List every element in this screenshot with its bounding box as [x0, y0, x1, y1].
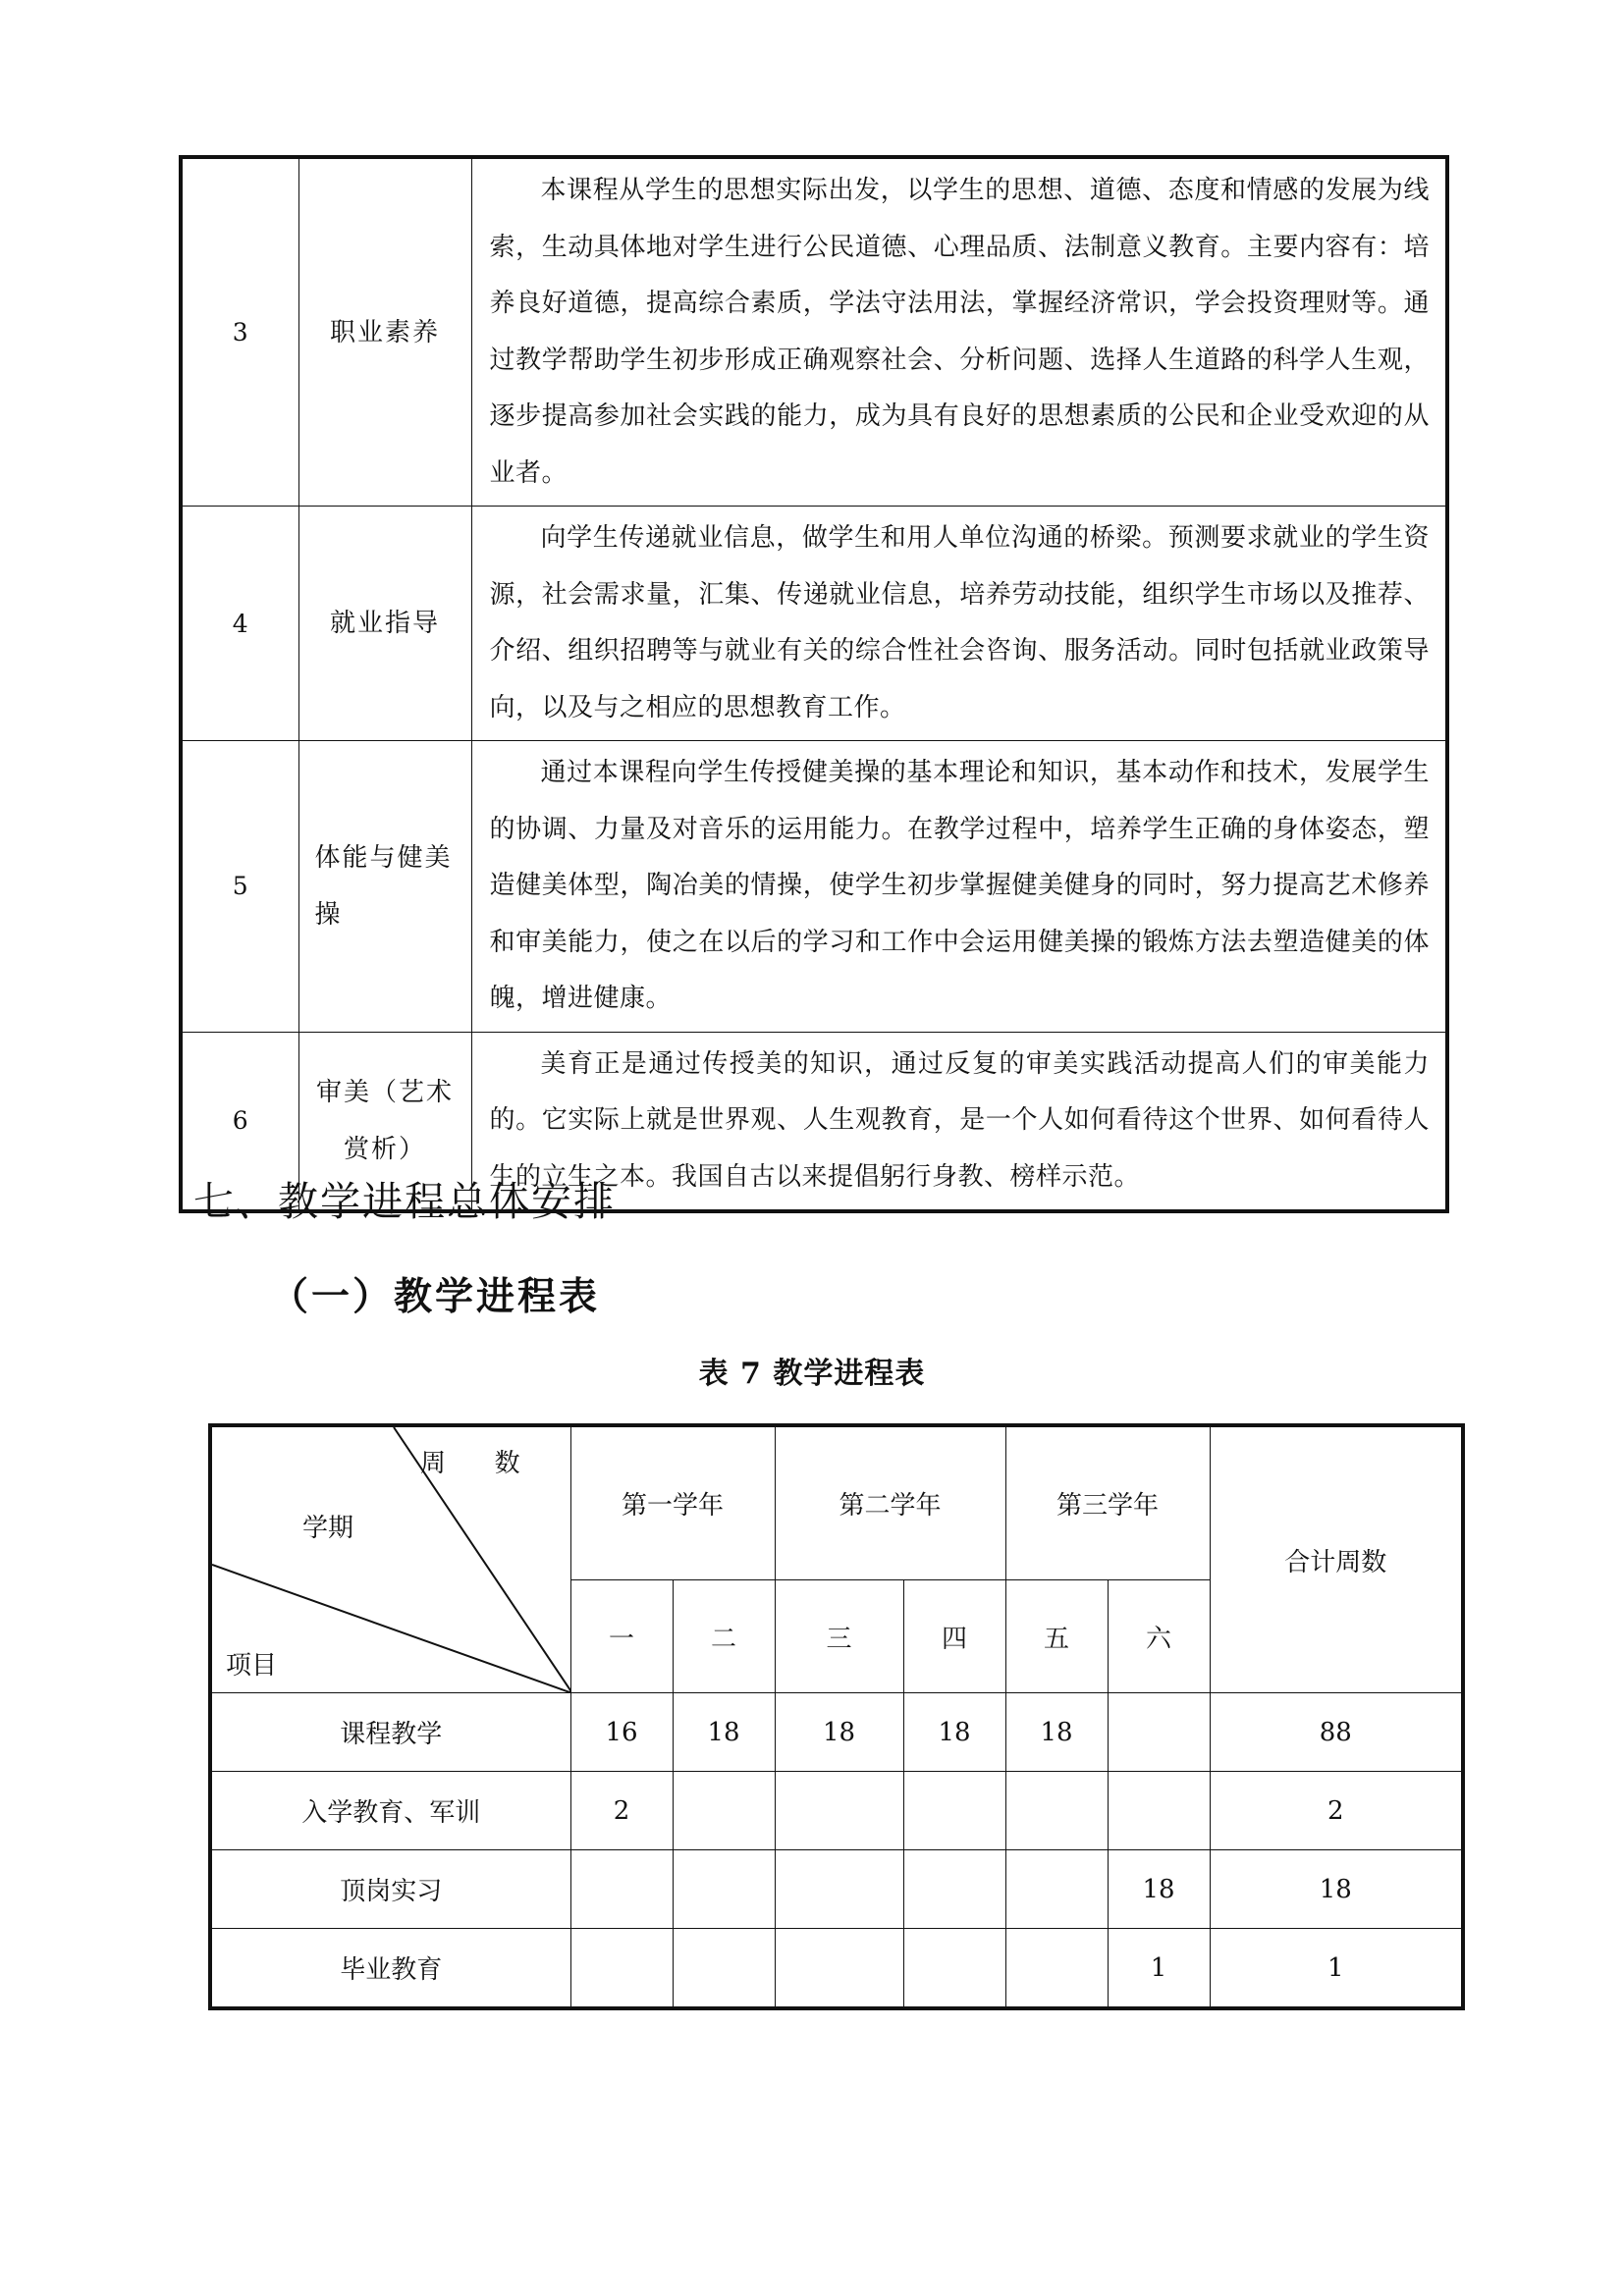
semester-header: 一 — [570, 1580, 673, 1693]
table-row — [210, 1929, 1463, 2009]
table-header-row — [210, 1425, 1463, 1580]
course-name: 职业素养 — [298, 157, 471, 507]
table-caption: 表 7 教学进程表 — [698, 1357, 926, 1391]
course-name: 审美（艺术赏析） — [298, 1032, 471, 1211]
table-row — [210, 1850, 1463, 1929]
corner-label-weeks: 周 数 — [420, 1449, 520, 1478]
total-cell: 2 — [1210, 1772, 1463, 1850]
course-name: 体能与健美操 — [298, 741, 471, 1033]
week-cell: 18 — [1005, 1693, 1108, 1772]
semester-header: 四 — [903, 1580, 1005, 1693]
week-cell: 18 — [673, 1693, 775, 1772]
week-cell — [1005, 1772, 1108, 1850]
week-cell: 18 — [1108, 1850, 1210, 1929]
year-header: 第二学年 — [775, 1425, 1005, 1580]
total-cell: 1 — [1210, 1929, 1463, 2009]
sub-heading: （一）教学进程表 — [270, 1274, 601, 1319]
total-cell: 18 — [1210, 1850, 1463, 1929]
week-cell: 2 — [570, 1772, 673, 1850]
table-row — [181, 507, 1447, 741]
course-description: 向学生传递就业信息，做学生和用人单位沟通的桥梁。预测要求就业的学生资源，社会需求量，汇集、传递就业信息，培养劳动技能，组织学生市场以及推荐、介绍、组织招聘等与就业有关的综合性社会咨询、服务活动。同时包括就业政策导向，以及与之相应的思想教育工作。 — [471, 507, 1447, 741]
total-cell: 88 — [1210, 1693, 1463, 1772]
table-row — [210, 1772, 1463, 1850]
week-cell — [903, 1850, 1005, 1929]
corner-label-item: 项目 — [226, 1651, 278, 1681]
course-number: 3 — [181, 157, 298, 507]
course-description: 本课程从学生的思想实际出发，以学生的思想、道德、态度和情感的发展为线索，生动具体地对学生进行公民道德、心理品质、法制意义教育。主要内容有：培养良好道德，提高综合素质，学法守法用法，掌握经济常识，学会投资理财等。通过教学帮助学生初步形成正确观察社会、分析问题、选择人生道路的科学人生观，逐步提高参加社会实践的能力，成为具有良好的思想素质的公民和企业受欢迎的从业者。 — [471, 157, 1447, 507]
week-cell: 1 — [1108, 1929, 1210, 2009]
week-cell — [903, 1772, 1005, 1850]
course-number: 4 — [181, 507, 298, 741]
week-cell: 18 — [903, 1693, 1005, 1772]
item-name: 毕业教育 — [210, 1929, 570, 2009]
section-heading: 七、教学进程总体安排 — [193, 1178, 616, 1225]
item-name: 课程教学 — [210, 1693, 570, 1772]
week-cell: 16 — [570, 1693, 673, 1772]
year-header: 第三学年 — [1005, 1425, 1210, 1580]
week-cell — [775, 1772, 903, 1850]
teaching-schedule-table — [208, 1423, 1465, 2010]
week-cell — [570, 1929, 673, 2009]
week-cell: 18 — [775, 1693, 903, 1772]
item-name: 顶岗实习 — [210, 1850, 570, 1929]
week-cell — [570, 1850, 673, 1929]
week-cell — [673, 1929, 775, 2009]
week-cell — [1005, 1850, 1108, 1929]
week-cell — [903, 1929, 1005, 2009]
semester-header: 三 — [775, 1580, 903, 1693]
course-description: 美育正是通过传授美的知识，通过反复的审美实践活动提高人们的审美能力的。它实际上就是世界观、人生观教育，是一个人如何看待这个世界、如何看待人生的立生之本。我国自古以来提倡躬行身教、榜样示范。 — [471, 1032, 1447, 1211]
week-cell — [775, 1850, 903, 1929]
item-name: 入学教育、军训 — [210, 1772, 570, 1850]
diagonal-header-cell — [210, 1425, 570, 1693]
table-row — [181, 741, 1447, 1033]
week-cell — [775, 1929, 903, 2009]
week-cell — [673, 1850, 775, 1929]
course-number: 5 — [181, 741, 298, 1033]
course-description: 通过本课程向学生传授健美操的基本理论和知识，基本动作和技术，发展学生的协调、力量及对音乐的运用能力。在教学过程中，培养学生正确的身体姿态，塑造健美体型，陶冶美的情操，使学生初步掌握健美健身的同时，努力提高艺术修养和审美能力，使之在以后的学习和工作中会运用健美操的锻炼方法去塑造健美的体魄，增进健康。 — [471, 741, 1447, 1033]
course-name: 就业指导 — [298, 507, 471, 741]
course-description-table — [179, 155, 1449, 1213]
table-row — [181, 157, 1447, 507]
week-cell — [1005, 1929, 1108, 2009]
week-cell — [673, 1772, 775, 1850]
week-cell — [1108, 1693, 1210, 1772]
total-weeks-header: 合计周数 — [1210, 1425, 1463, 1693]
week-cell — [1108, 1772, 1210, 1850]
course-number: 6 — [181, 1032, 298, 1211]
corner-label-semester: 学期 — [302, 1514, 354, 1543]
semester-header: 二 — [673, 1580, 775, 1693]
semester-header: 六 — [1108, 1580, 1210, 1693]
table-row — [210, 1693, 1463, 1772]
year-header: 第一学年 — [570, 1425, 775, 1580]
semester-header: 五 — [1005, 1580, 1108, 1693]
